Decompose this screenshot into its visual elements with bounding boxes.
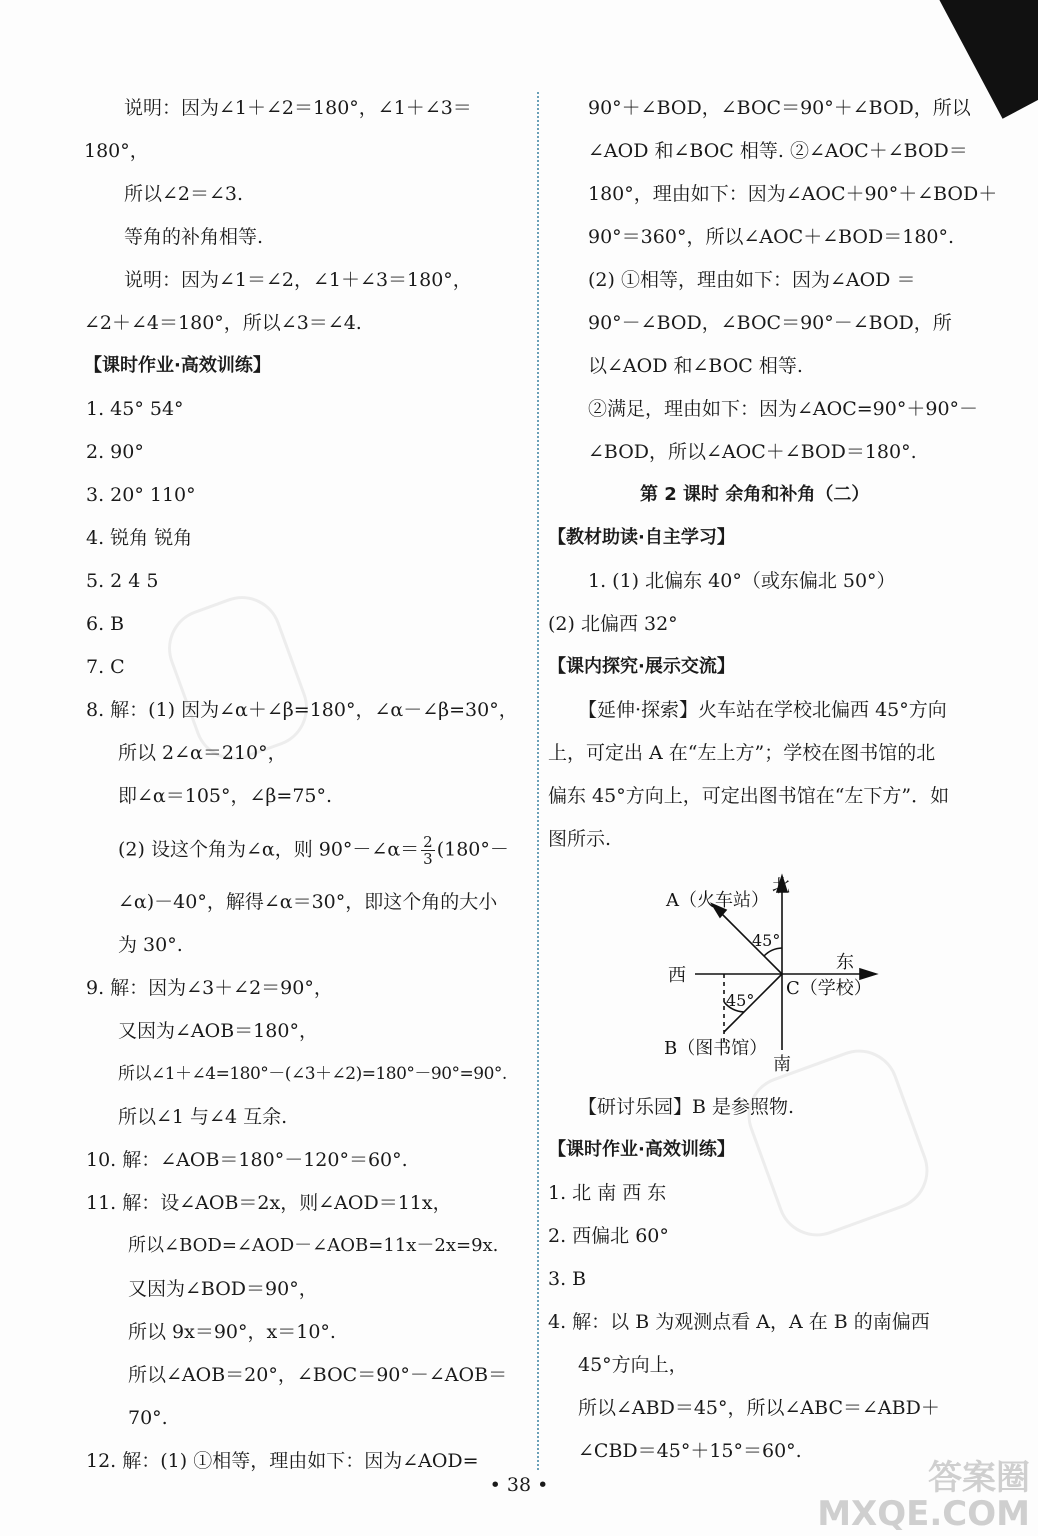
text-line: 70°.: [128, 1407, 168, 1429]
label-east: 东: [836, 952, 854, 973]
answer-item: 3. B: [548, 1268, 587, 1290]
answer-item: 12. 解：(1) ①相等，理由如下：因为∠AOD=: [86, 1450, 479, 1472]
text-line: 即∠α＝105°，∠β=75°.: [118, 785, 333, 807]
label-c: C（学校）: [786, 978, 872, 999]
page-number: • 38 •: [489, 1474, 549, 1496]
text-line: 【研讨乐园】B 是参照物.: [578, 1096, 795, 1118]
text-line: 说明：因为∠1＝∠2，∠1＋∠3＝180°，: [124, 269, 472, 291]
text-line: (2) 北偏西 32°: [548, 613, 678, 635]
answer-item: 6. B: [86, 613, 125, 635]
text-line: (2) ①相等，理由如下：因为∠AOD ＝: [588, 269, 916, 291]
text-line: ∠CBD＝45°＋15°＝60°.: [578, 1440, 802, 1462]
section-heading: 【课内探究·展示交流】: [548, 656, 735, 677]
answer-item: 4. 解：以 B 为观测点看 A，A 在 B 的南偏西: [548, 1311, 930, 1333]
text-line: 等角的补角相等.: [124, 226, 264, 248]
answer-item: 8. 解：(1) 因为∠α＋∠β=180°，∠α－∠β=30°，: [86, 699, 518, 721]
text-line: 90°－∠BOD，∠BOC＝90°－∠BOD，所: [588, 312, 952, 334]
text-line: 所以∠BOD=∠AOD－∠AOB=11x－2x=9x.: [128, 1235, 499, 1256]
text-line: 又因为∠AOB＝180°，: [118, 1020, 318, 1042]
text-line: 以∠AOD 和∠BOC 相等.: [588, 355, 803, 377]
text-line: ∠α)－40°，解得∠α＝30°，即这个角的大小: [118, 891, 498, 913]
text-line: 所以 9x＝90°，x＝10°.: [128, 1321, 336, 1343]
section-heading: 【课时作业·高效训练】: [548, 1139, 735, 1160]
fraction-denominator: 3: [423, 850, 433, 868]
text-line: 90°＝360°，所以∠AOC＋∠BOD＝180°.: [588, 226, 955, 248]
text-line: 所以∠AOB＝20°，∠BOC＝90°－∠AOB＝: [128, 1364, 508, 1386]
text-line: 又因为∠BOD＝90°，: [128, 1278, 318, 1300]
text-line: ∠2＋∠4＝180°，所以∠3＝∠4.: [84, 312, 362, 334]
answer-item: 2. 90°: [86, 441, 144, 463]
text-line: 偏东 45°方向上，可定出图书馆在“左下方”．如: [548, 785, 950, 807]
answer-item: 4. 锐角 锐角: [86, 527, 193, 549]
text-line: 上，可定出 A 在“左上方”；学校在图书馆的北: [548, 742, 936, 764]
text-line: 所以 2∠α＝210°，: [118, 742, 287, 764]
fraction-numerator: 2: [423, 833, 433, 851]
text-line: 为 30°.: [118, 934, 183, 956]
fraction: [421, 834, 435, 867]
text-line: 图所示.: [548, 828, 612, 850]
answer-item: 11. 解：设∠AOB＝2x，则∠AOD＝11x，: [86, 1192, 452, 1214]
answer-item: 7. C: [86, 656, 125, 678]
text-line: 90°＋∠BOD，∠BOC＝90°＋∠BOD，所以: [588, 97, 971, 119]
answer-item: 3. 20° 110°: [86, 484, 196, 506]
text-line: ∠BOD，所以∠AOC＋∠BOD＝180°.: [588, 441, 917, 463]
direction-diagram: [640, 860, 900, 1080]
text-line: 180°，理由如下：因为∠AOC＋90°＋∠BOD＋: [588, 183, 998, 205]
text-line: 说明：因为∠1＋∠2＝180°，∠1＋∠3＝: [124, 97, 472, 119]
answer-item: 1. 45° 54°: [86, 398, 184, 420]
answer-item: 10. 解：∠AOB＝180°－120°＝60°.: [86, 1149, 408, 1171]
text-line: 所以∠1 与∠4 互余.: [118, 1106, 288, 1128]
text-line-with-fraction: [118, 834, 509, 867]
watermark: 答案圈 MXQE.COM: [817, 1458, 1030, 1534]
text-line: 所以∠2＝∠3.: [124, 183, 244, 205]
answer-item: 5. 2 4 5: [86, 570, 159, 592]
answer-item: 1. (1) 北偏东 40°（或东偏北 50°）: [588, 570, 896, 592]
label-b: B（图书馆）: [664, 1038, 768, 1059]
fraction-tail: (180°－: [436, 838, 509, 861]
angle-label-top: 45°: [752, 931, 781, 950]
section-heading: 【教材助读·自主学习】: [548, 527, 735, 548]
fraction-lead: (2) 设这个角为∠α，则 90°－∠α＝: [118, 838, 420, 861]
label-north: 北: [772, 876, 790, 897]
answer-item: 1. 北 南 西 东: [548, 1182, 667, 1204]
text-line: 【延伸·探索】火车站在学校北偏西 45°方向: [578, 699, 947, 721]
answer-item: 2. 西偏北 60°: [548, 1225, 669, 1247]
text-line: 180°，: [84, 140, 149, 162]
column-divider: [537, 92, 539, 1470]
lesson-title: 第 2 课时 余角和补角（二）: [640, 484, 870, 505]
text-line: ∠AOD 和∠BOC 相等. ②∠AOC＋∠BOD＝: [588, 140, 968, 162]
text-line: 所以∠1＋∠4=180°－(∠3＋∠2)=180°－90°=90°.: [118, 1064, 507, 1084]
text-line: 所以∠ABD＝45°，所以∠ABC＝∠ABD＋: [578, 1397, 940, 1419]
answer-item: 9. 解：因为∠3＋∠2＝90°，: [86, 977, 333, 999]
section-heading: 【课时作业·高效训练】: [84, 355, 271, 376]
text-line: 45°方向上，: [578, 1354, 688, 1376]
label-a: A（火车站）: [666, 890, 769, 911]
angle-label-bottom: 45°: [726, 991, 755, 1010]
text-line: ②满足，理由如下：因为∠AOC=90°＋90°－: [588, 398, 979, 420]
label-south: 南: [773, 1054, 791, 1075]
label-west: 西: [668, 965, 686, 986]
